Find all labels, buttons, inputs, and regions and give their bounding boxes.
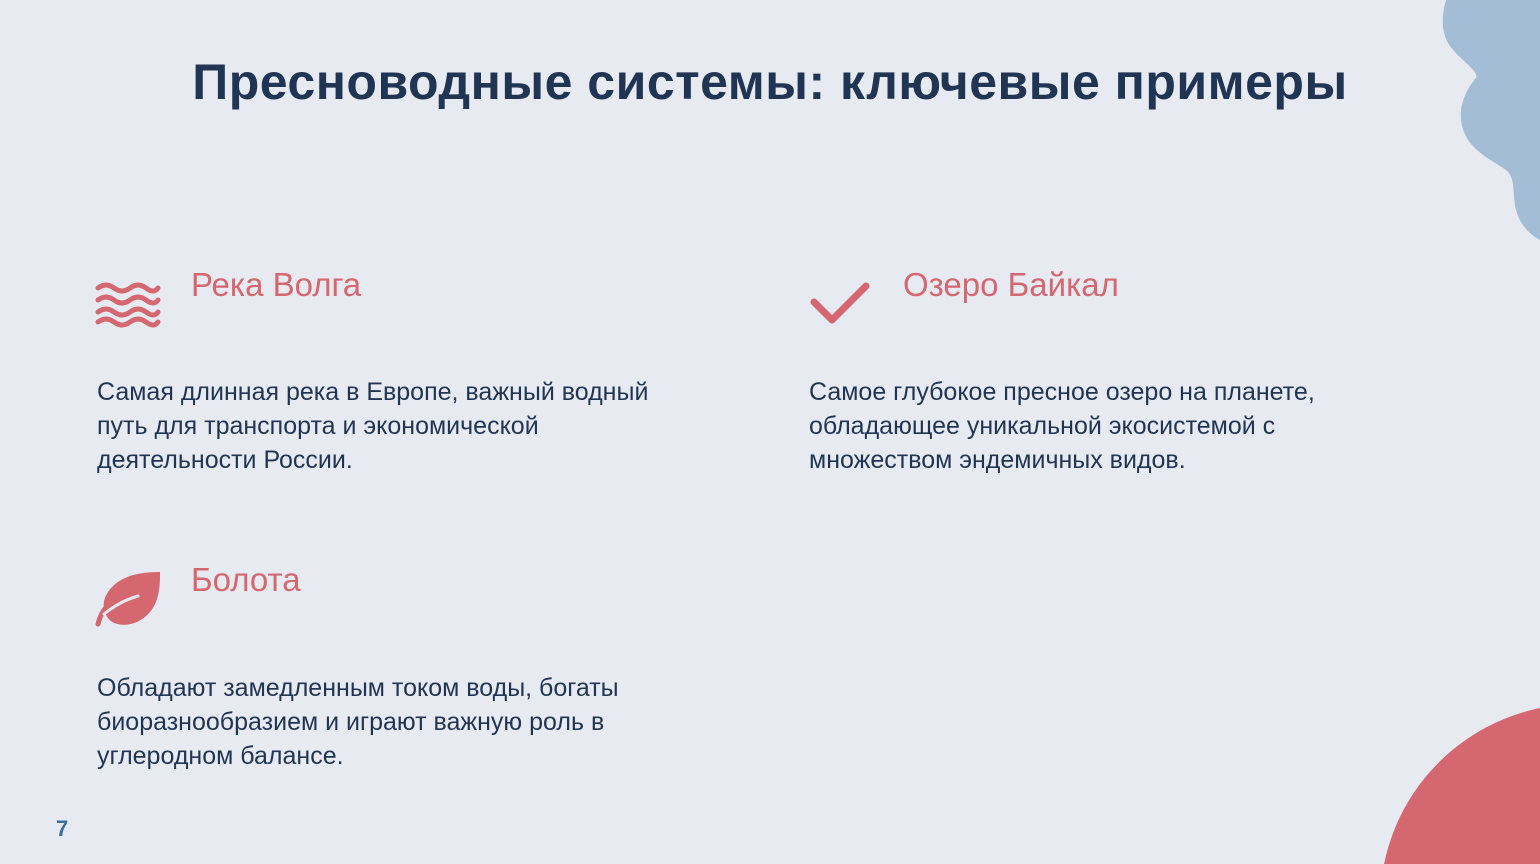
card-heading-baikal: Озеро Байкал — [903, 266, 1119, 303]
slide-title: Пресноводные системы: ключевые примеры — [192, 54, 1348, 110]
card-heading-volga: Река Волга — [191, 266, 362, 303]
checkmark-icon — [808, 280, 872, 328]
card-text-volga: Самая длинная река в Европе, важный водный путь для транспорта и экономической деятельности России. — [97, 378, 649, 474]
card-heading-swamps: Болота — [191, 561, 301, 598]
page-number: 7 — [56, 816, 69, 841]
waves-icon — [94, 280, 162, 328]
card-text-baikal: Самое глубокое пресное озеро на планете, обладающее уникальной экосистемой с множеством эндемичных видов. — [809, 378, 1315, 474]
decorative-blob-blue — [1440, 0, 1540, 250]
decorative-circle-red — [1380, 704, 1540, 864]
card-text-swamps: Обладают замедленным током воды, богаты биоразнообразием и играют важную роль в углеродном балансе. — [97, 674, 619, 770]
leaf-icon — [94, 570, 162, 628]
